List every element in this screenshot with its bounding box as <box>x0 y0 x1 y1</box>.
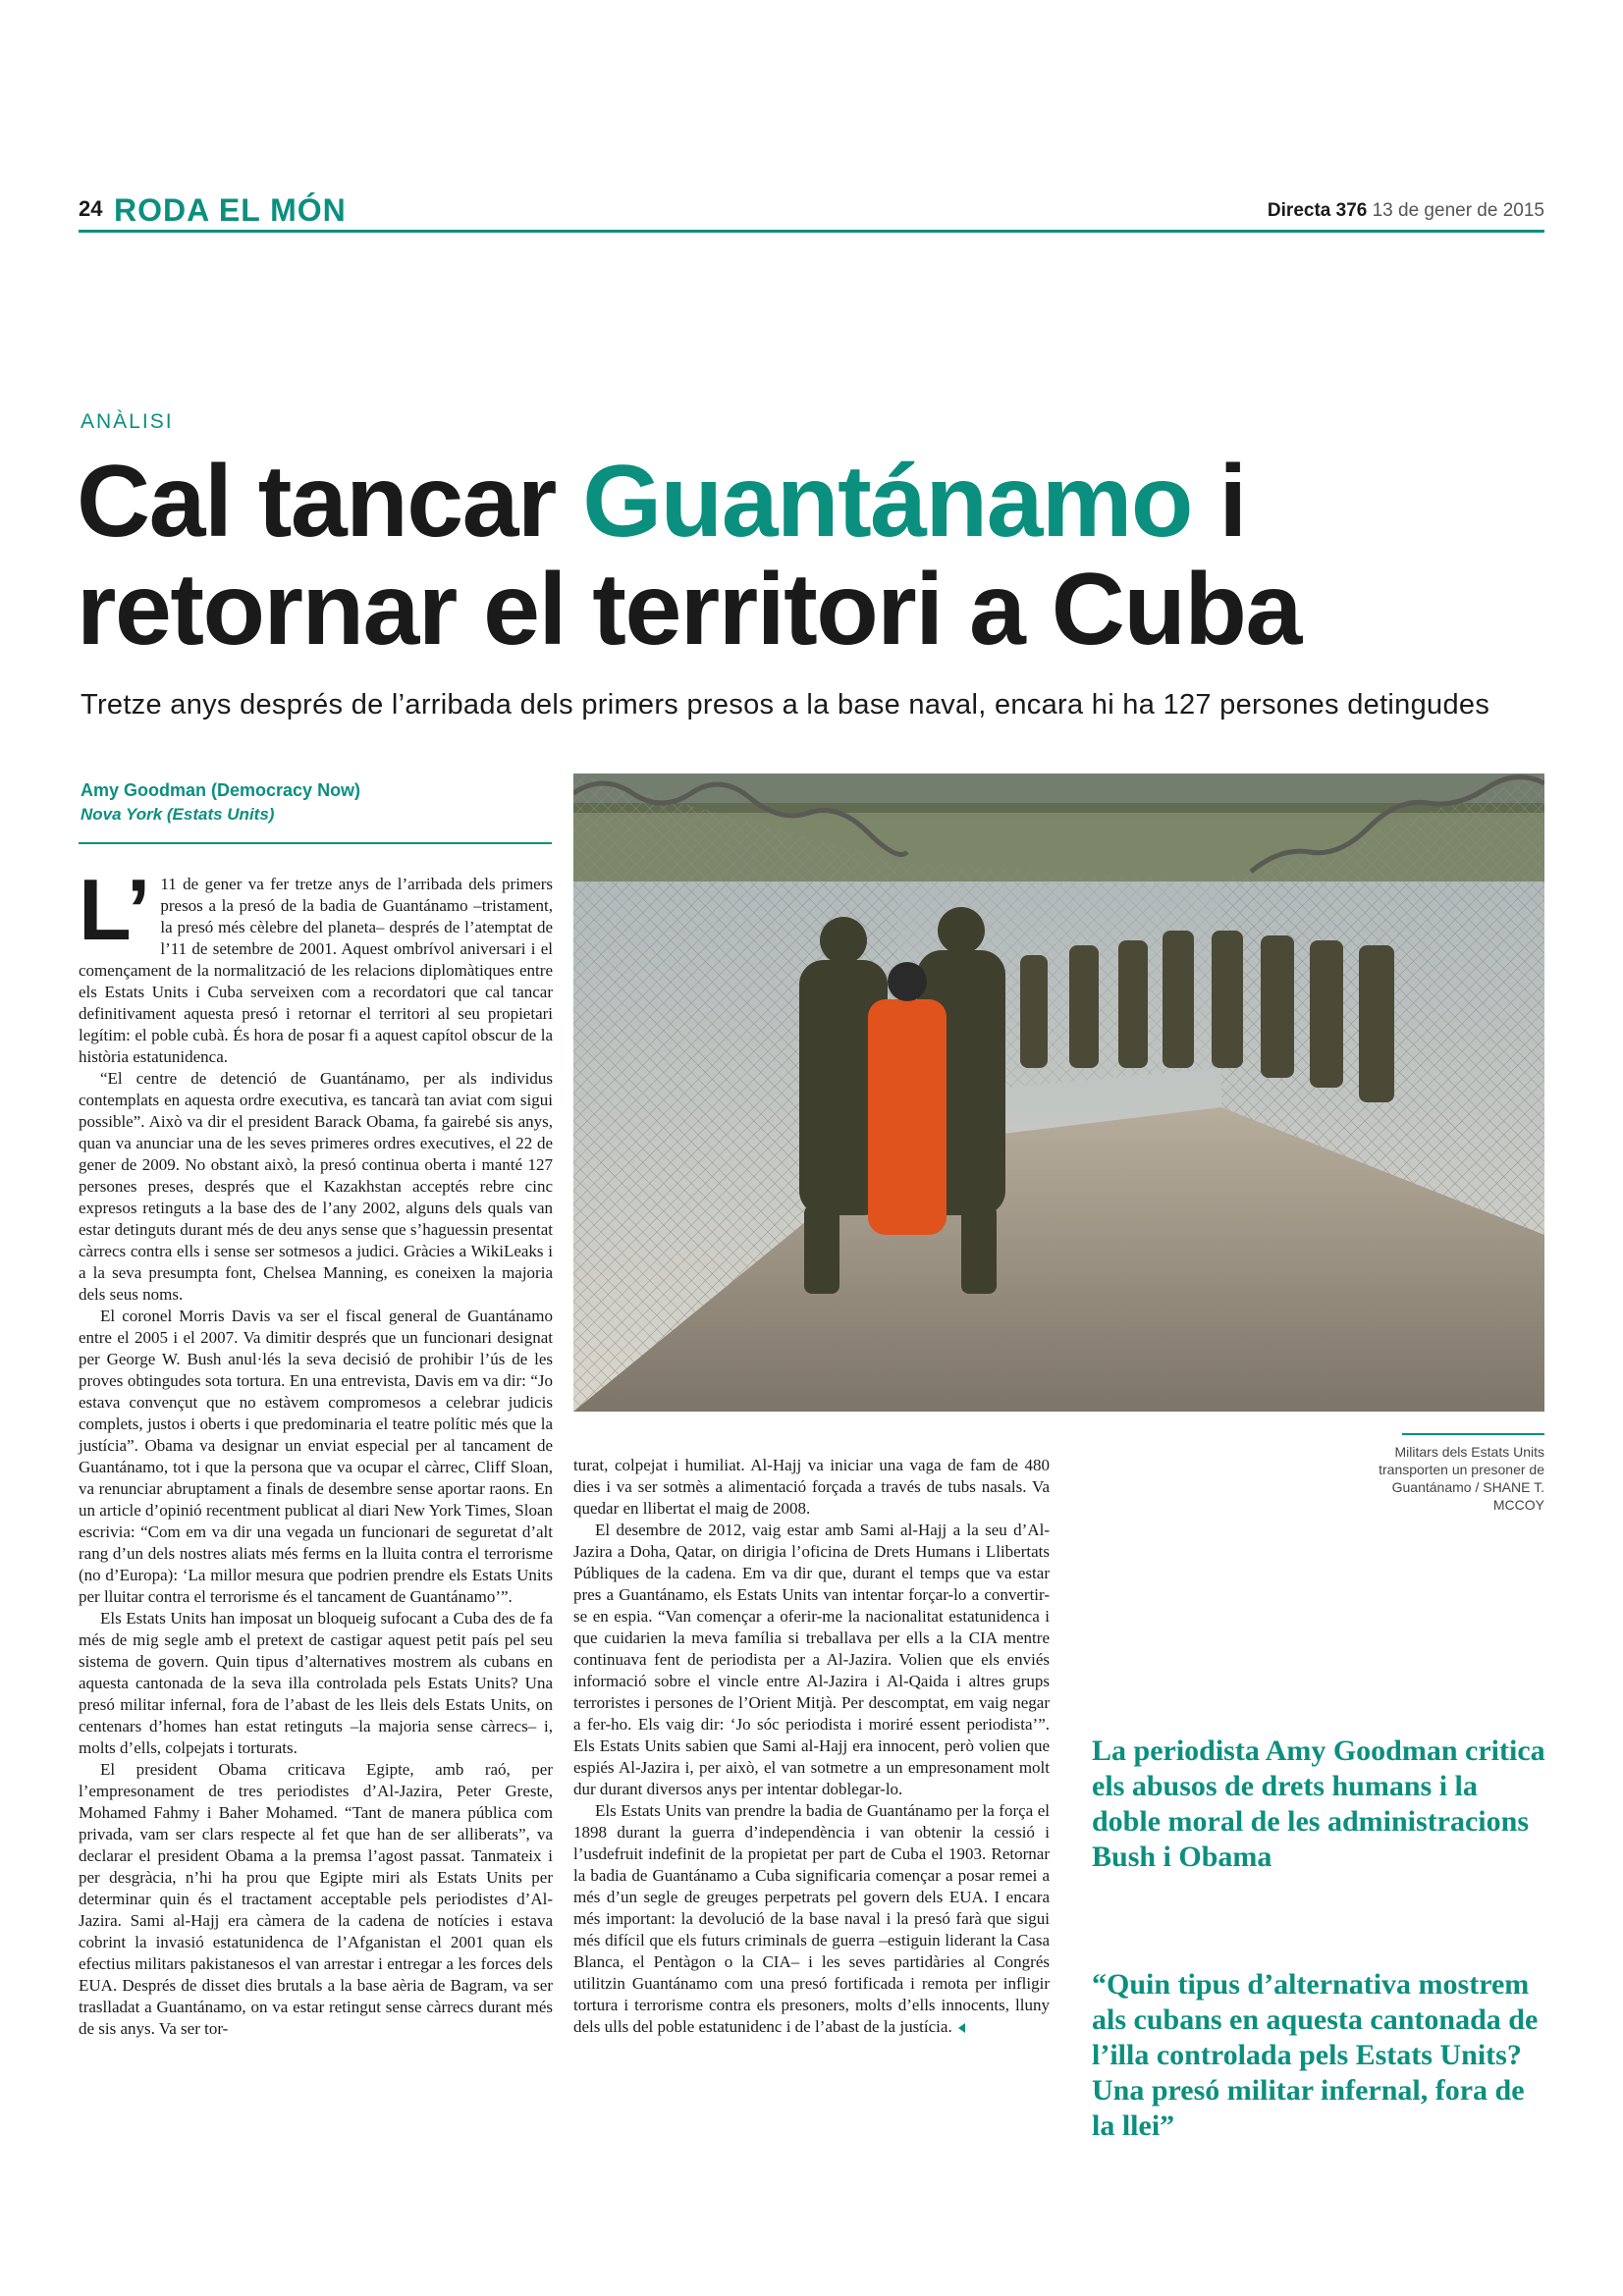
headline-highlight: Guantánamo <box>582 445 1192 559</box>
issue-info <box>1268 200 1544 222</box>
paragraph: “El centre de detenció de Guantánamo, per als individus contemplats en aquesta ordre executiva, es tancarà tan aviat com sigui possible”. Això va dir el president Barack Obama, fa gairebé sis anys, quan va anunciar una de les seves primeres ordres executives, el 22 de gener de 2009. No obstant això, la presó continua oberta i manté 127 persones preses, després que el Kazakhstan acceptés rebre cinc expresos retinguts a la base des de l’any 2002, alguns dels quals van estar detinguts durant més de deu anys sense que s’haguessin presentat càrrecs contra ells i sense ser sotmesos a judici. Gràcies a WikiLeaks i a la seva presumpta font, Chelsea Manning, es coneixen la majoria dels seus noms. <box>79 1069 553 1304</box>
article-photo <box>573 774 1544 1412</box>
drop-cap: L’ <box>79 861 151 958</box>
article-kicker: ANÀLISI <box>81 410 174 433</box>
photo-caption: Militars dels Estats Units transporten un presoner de Guantánamo / SHANE T. MCCOY <box>1379 1444 1544 1513</box>
paragraph <box>573 1800 1050 2038</box>
headline-part-2: i retornar el territori a Cuba <box>77 445 1301 667</box>
caption-rule <box>1402 1433 1544 1435</box>
paragraph <box>79 861 553 1068</box>
issue-date: 13 de gener de 2015 <box>1372 200 1544 221</box>
paragraph-text: Els Estats Units van prendre la badia de Guantánamo per la força el 1898 durant la guerra d’independència i van obtenir la cessió i l’usdefruit indefinit de la propietat per part de Cuba el 1903. Retornar la badia de Guantánamo a Cuba significaria començar a posar remei a més d’un segle de greuges perpetrats pel govern dels EUA. I encara més important: la devolució de la base naval i la presó farà que sigui més difícil que els futurs criminals de guerra –estiguin liderant la Casa Blanca, el Pentàgon o la CIA– i les seves partidàries al Congrés utilitzin Guantánamo com una presó fortificada i remota per infligir tortura i terrorisme contra els presoners, molts d’ells innocents, lluny dels ulls del poble estatunidenc i de l’abast de la justícia. <box>573 1801 1050 2036</box>
article-deck: Tretze anys després de l’arribada dels primers presos a la base naval, encara hi ha 127 persones detingudes <box>81 689 1490 721</box>
byline: Amy Goodman (Democracy Now) <box>81 780 361 800</box>
pull-quote-1: La periodista Amy Goodman critica els abusos de drets humans i la doble moral de les administracions Bush i Obama <box>1092 1735 1545 1873</box>
page-number: 24 <box>79 196 103 221</box>
paragraph-text: 11 de gener va fer tretze anys de l’arribada dels primers presos a la presó de la badia de Guantánamo –tristament, la presó més cèlebre del planeta– després de l’atemptat de l’11 de setembre de 2001. Aquest ombrívol aniversari i el començament de la normalització de les relacions diplomàtiques entre els Estats Units i Cuba serveixen com a recordatori que cal tancar definitivament aquesta presó i retornar el territori al seu propietari legítim: el poble cubà. És hora de posar fi a aquest capítol obscur de la història estatunidenca. <box>79 875 553 1066</box>
dateline: Nova York (Estats Units) <box>81 805 275 824</box>
body-column-1 <box>79 861 553 2040</box>
paragraph: Els Estats Units han imposat un bloqueig sufocant a Cuba des de fa més de mig segle amb el pretext de castigar aquest petit país pel seu sistema de govern. Quin tipus d’alternatives mostrem als cubans en aquesta cantonada de la seva illa controlada pels Estats Units? Una presó militar infernal, fora de l’abast de les lleis dels Estats Units, on centenars d’homes han estat retinguts –la majoria sense càrrecs– i, molts d’ells, colpejats i torturats. <box>79 1609 553 1757</box>
headline-part-1: Cal tancar <box>77 445 583 559</box>
article-headline <box>77 445 1569 667</box>
paragraph: El desembre de 2012, vaig estar amb Sami al-Hajj a la seu d’Al-Jazira a Doha, Qatar, on dirigia l’oficina de Drets Humans i Llibertats Públiques de la cadena. Em va dir que, durant el temps que va estar pres a Guantánamo, els Estats Units van intentar forçar-lo a convertir-se en espia. “Van començar a oferir-me la nacionalitat estatunidenca i que cuidarien la meva família si treballava per ells a la CIA mentre continuava fent de periodista per a Al-Jazira. Volien que els enviés informació sobre el vincle entre Al-Jazira i Al-Qaida i altres grups terroristes i persones de l’Orient Mitjà. Per descomptat, em vaig negar a fer-ho. Els vaig dir: ‘Jo sóc periodista i moriré essent periodista’”. Els Estats Units sabien que Sami al-Hajj era innocent, però volien que espiés Al-Jazira i, per això, el van sotmetre a un empresonament molt dur durant diversos anys per intentar doblegar-lo. <box>573 1521 1050 1798</box>
paragraph: El president Obama criticava Egipte, amb raó, per l’empresonament de tres periodistes d’Al-Jazira, Peter Greste, Mohamed Fahmy i Baher Mohamed. “Tant de manera pública com privada, vam ser clars respecte al fet que han de ser alliberats”, va declarar el president Obama a la premsa l’agost passat. Tanmateix i per desgràcia, n’hi ha prou que Egipte miri als Estats Units per determinar quin és el tractament acceptable pels periodistes d’Al-Jazira. Sami al-Hajj era càmera de la cadena de notícies i estava cobrint la invasió estatunidenca de l’Afganistan el 2001 quan els efectius militars pakistanesos el van arrestar i entregar a les forces dels EUA. Després de disset dies brutals a la base aèria de Bagram, va ser traslladat a Guantánamo, on va estar retingut sense càrrecs durant més de sis anys. Va ser tor- <box>79 1760 553 2038</box>
paragraph: turat, colpejat i humiliat. Al-Hajj va iniciar una vaga de fam de 480 dies i va ser sotmès a alimentació forçada a través de tubs nasals. Va quedar en llibertat el maig de 2008. <box>573 1456 1050 1518</box>
body-column-2 <box>573 1455 1050 2038</box>
section-title: RODA EL MÓN <box>114 192 347 228</box>
pull-quote-2: “Quin tipus d’alternativa mostrem als cubans en aquesta cantonada de l’illa controlada pels Estats Units? Una presó militar infernal, fora de la llei” <box>1092 1968 1539 2142</box>
byline-rule <box>79 842 552 844</box>
end-mark-icon <box>958 2023 965 2033</box>
header-rule <box>79 230 1544 233</box>
paragraph: El coronel Morris Davis va ser el fiscal general de Guantánamo entre el 2005 i el 2007. Va dimitir després que un funcionari designat per George W. Bush anul·lés la seva decisió de prohibir l’ús de les proves obtingudes sota tortura. En una entrevista, Davis em va dir: “Jo estava convençut que no estàvem compromesos a celebrar judicis complets, justos i oberts i que predominaria el teatre polític més que la justícia”. Obama va designar un enviat especial per al tancament de Guantánamo, tot i que la persona que va ocupar el càrrec, Cliff Sloan, va renunciar abruptament a finals de desembre sense aportar raons. En un article d’opinió recentment publicat al diari New York Times, Sloan escrivia: “Com em va dir una vegada un funcionari de seguretat d’alt rang d’un dels nostres aliats més ferms en la lluita contra el terrorisme (no d’Europa): ‘La millor mesura que podrien prendre els Estats Units per lluitar contra el terrorisme és el tancament de Guantánamo’”. <box>79 1307 553 1606</box>
publication-name: Directa 376 <box>1267 200 1368 221</box>
